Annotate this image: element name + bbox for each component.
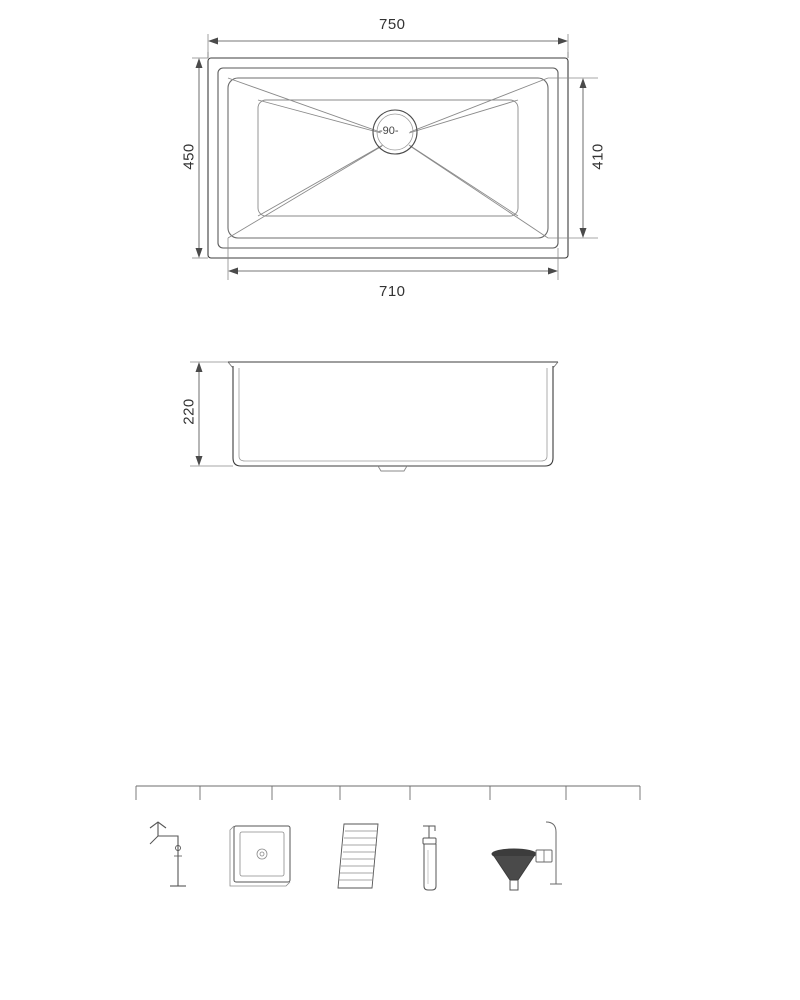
cutting-board-outer (234, 826, 290, 882)
front-left-edge (228, 362, 233, 368)
sink-outer-rect (208, 58, 568, 258)
dim-label-220: 220 (180, 398, 198, 425)
cutting-board-hole-inner (260, 852, 264, 856)
arrow-220-top (196, 362, 203, 372)
arrow-410-top (580, 78, 587, 88)
rack-frame (338, 824, 378, 888)
arrow-220-bottom (196, 456, 203, 466)
accessory-shelf-group (136, 786, 640, 800)
slope-line-br (410, 146, 548, 238)
soap-collar (423, 838, 436, 844)
slope-line-bl (228, 146, 382, 238)
dim-710-group (228, 238, 558, 280)
drain-strainer-icon (492, 822, 562, 890)
slope-line-inner-tr (409, 100, 518, 133)
slope-line-inner-tl (258, 100, 381, 133)
cutting-board-lip-left (230, 826, 290, 886)
dim-750-group (208, 34, 568, 58)
slope-line-tl (228, 78, 380, 132)
dim-label-710: 710 (379, 283, 406, 300)
arrow-410-bottom (580, 228, 587, 238)
arrow-710-right (548, 268, 558, 275)
sink-rim-rect (218, 68, 558, 248)
arrow-450-top (196, 58, 203, 68)
soap-bottle (424, 844, 436, 890)
top-view-group (208, 58, 568, 258)
slope-line-tr (410, 78, 548, 132)
strainer-basket (494, 856, 534, 880)
front-drain-bump (378, 466, 407, 471)
faucet-body (158, 822, 178, 848)
front-view-group (228, 362, 558, 471)
front-body-inner-line (239, 368, 547, 461)
cutting-board-icon (230, 826, 290, 886)
cutting-board-inner (240, 832, 284, 876)
dim-label-750: 750 (379, 16, 406, 33)
front-body-outline (233, 366, 553, 466)
faucet-icon (150, 822, 186, 886)
arrow-750-right (558, 38, 568, 45)
bowl-slope-lines (228, 78, 548, 238)
strainer-tail (510, 880, 518, 890)
sink-bowl-rect (228, 78, 548, 238)
drain-diameter-label: -90- (379, 125, 399, 137)
overflow-pipe (546, 822, 556, 884)
slope-line-inner-bl (258, 145, 383, 216)
arrow-450-bottom (196, 248, 203, 258)
roll-up-drying-rack-icon (338, 824, 378, 888)
dim-label-450: 450 (180, 143, 198, 170)
dim-label-410: 410 (589, 143, 607, 170)
arrow-750-left (208, 38, 218, 45)
arrow-710-left (228, 268, 238, 275)
soap-dispenser-icon (423, 826, 436, 890)
sink-bowl-bottom-rect (258, 100, 518, 216)
front-right-edge (553, 362, 558, 368)
faucet-handle (150, 836, 158, 844)
slope-line-inner-br (409, 145, 518, 216)
cutting-board-hole (257, 849, 267, 859)
